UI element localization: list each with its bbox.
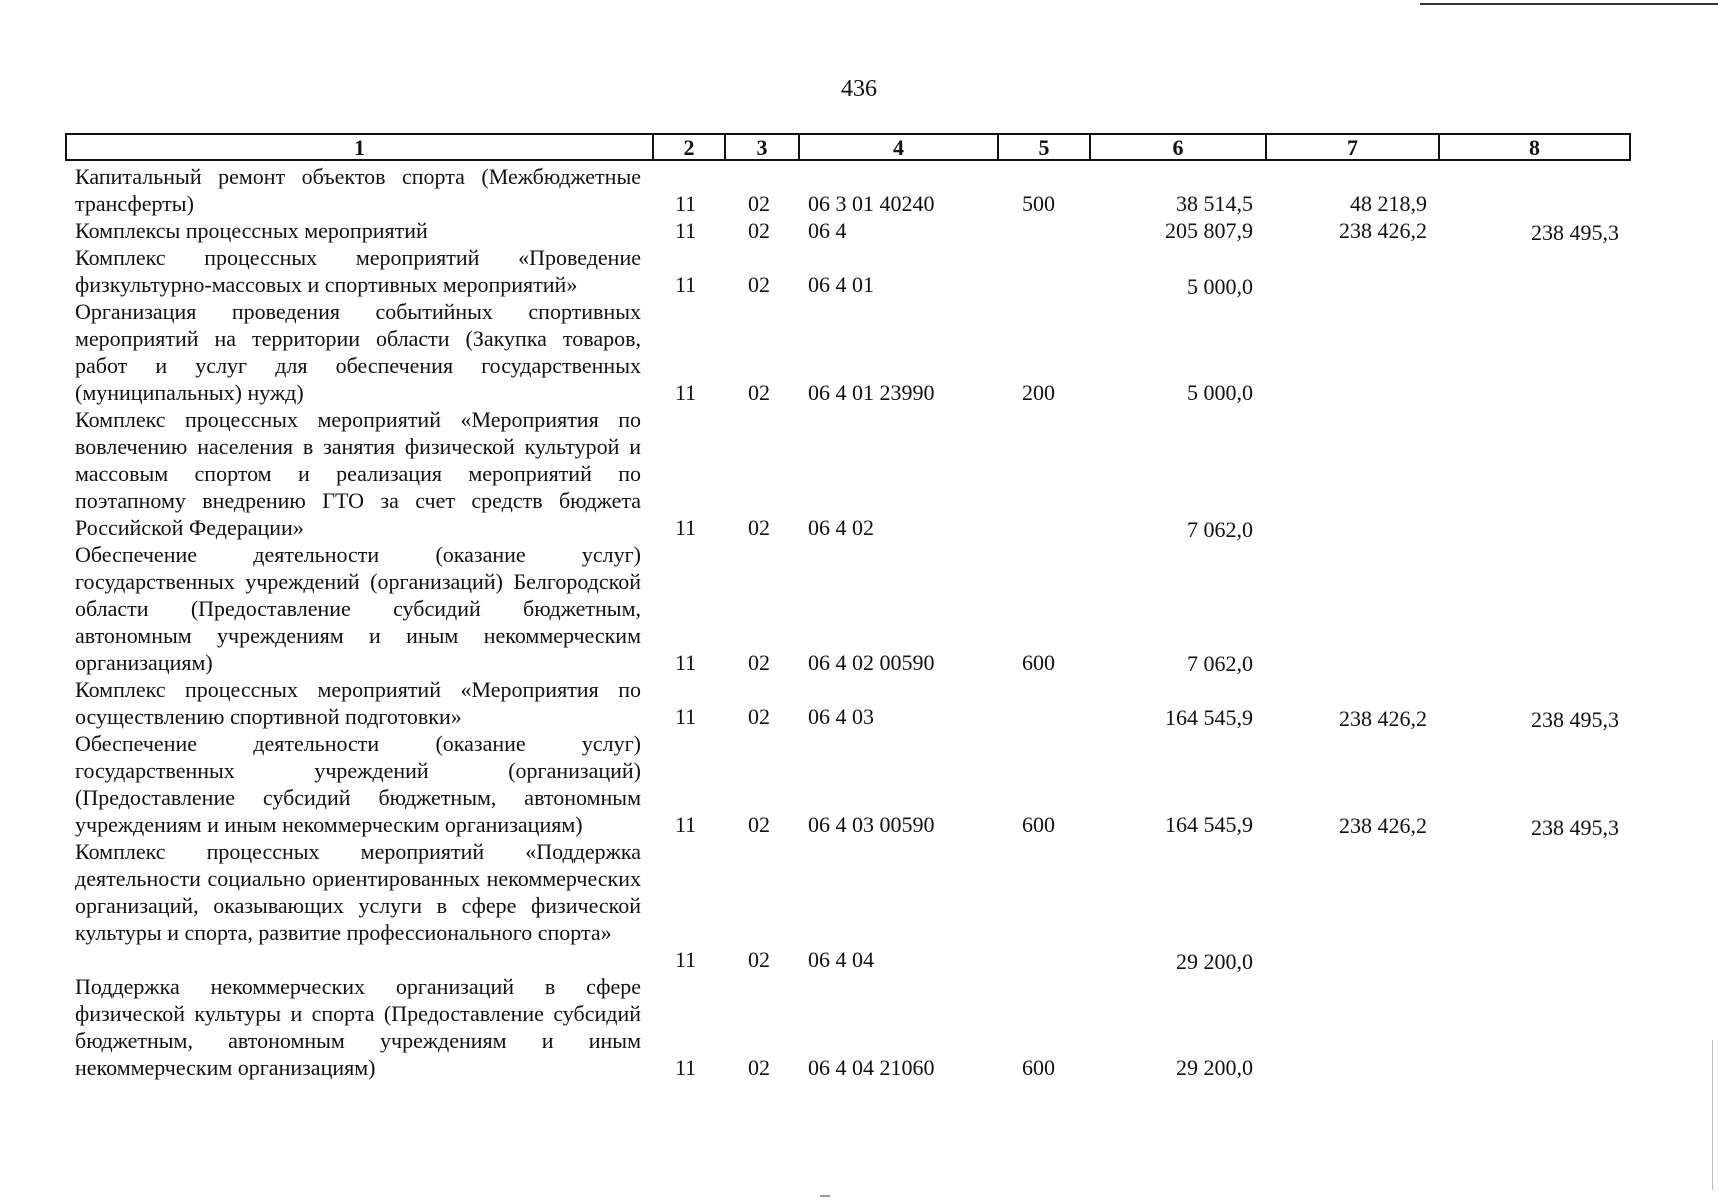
row-section: 11 — [675, 380, 697, 405]
row-description: Комплексы процессных мероприятий — [75, 218, 428, 243]
row-subsection: 02 — [748, 272, 770, 297]
row-target-article: 06 4 03 00590 — [808, 812, 935, 837]
row-description: Поддержка некоммерческих организаций в сфере физической культуры и спорта (Предоставление субсидий бюджетным, автономным учреждениям и иным некоммерческим организациям) — [75, 974, 641, 1080]
row-section: 11 — [675, 191, 697, 216]
table-header — [0, 133, 1718, 163]
header-col-6: 6 — [1089, 133, 1265, 161]
row-amount-1: 29 200,0 — [1176, 949, 1253, 974]
row-subsection: 02 — [748, 650, 770, 675]
row-amount-2: 238 426,2 — [1339, 218, 1427, 243]
row-amount-3: 238 495,3 — [1531, 220, 1619, 245]
row-section: 11 — [675, 272, 697, 297]
row-amount-1: 164 545,9 — [1165, 812, 1253, 837]
row-target-article: 06 4 04 21060 — [808, 1055, 935, 1080]
row-amount-1: 205 807,9 — [1165, 218, 1253, 243]
row-description: Комплекс процессных мероприятий «Мероприятия по вовлечению населения в занятия физической культурой и массовым спортом и реализация мероприятий по поэтапному внедрению ГТО за счет средств бюджета Российской Федерации» — [75, 407, 641, 540]
row-description: Организация проведения событийных спортивных мероприятий на территории области (Закупка товаров, работ и услуг для обеспечения государственных (муниципальных) нужд) — [75, 299, 641, 405]
header-col-3: 3 — [724, 133, 798, 161]
row-amount-3: 238 495,3 — [1531, 707, 1619, 732]
row-amount-2: 238 426,2 — [1339, 813, 1427, 838]
scan-margin-line — [1712, 1040, 1713, 1190]
top-right-rule — [1420, 3, 1718, 5]
row-amount-1: 5 000,0 — [1187, 274, 1253, 299]
row-section: 11 — [675, 704, 697, 729]
row-amount-1: 7 062,0 — [1187, 517, 1253, 542]
row-subsection: 02 — [748, 812, 770, 837]
row-expense-type: 200 — [1022, 380, 1055, 405]
row-description: Капитальный ремонт объектов спорта (Межбюджетные трансферты) — [75, 164, 641, 216]
row-section: 11 — [675, 1055, 697, 1080]
header-col-7: 7 — [1265, 133, 1438, 161]
row-subsection: 02 — [748, 1055, 770, 1080]
row-section: 11 — [675, 947, 697, 972]
row-description: Обеспечение деятельности (оказание услуг) государственных учреждений (организаций) Белгородской области (Предоставление субсидий бюджетным, автономным учреждениям и иным некоммерческим организациям) — [75, 542, 641, 675]
header-col-2: 2 — [652, 133, 724, 161]
row-target-article: 06 4 01 23990 — [808, 380, 935, 405]
header-col-1: 1 — [65, 133, 652, 161]
row-amount-1: 7 062,0 — [1187, 651, 1253, 676]
row-amount-1: 29 200,0 — [1176, 1055, 1253, 1080]
row-subsection: 02 — [748, 191, 770, 216]
row-subsection: 02 — [748, 515, 770, 540]
row-amount-2: 238 426,2 — [1339, 706, 1427, 731]
row-expense-type: 600 — [1022, 650, 1055, 675]
row-target-article: 06 4 04 — [808, 947, 874, 972]
row-expense-type: 600 — [1022, 812, 1055, 837]
header-col-4: 4 — [798, 133, 997, 161]
row-expense-type: 500 — [1022, 191, 1055, 216]
row-amount-2: 48 218,9 — [1350, 191, 1427, 216]
row-description: Обеспечение деятельности (оказание услуг) государственных учреждений (организаций) (Предоставление субсидий бюджетным, автономным учреждениям и иным некоммерческим организациям) — [75, 731, 641, 837]
row-section: 11 — [675, 218, 697, 243]
row-section: 11 — [675, 812, 697, 837]
row-amount-1: 5 000,0 — [1187, 380, 1253, 405]
row-subsection: 02 — [748, 218, 770, 243]
scan-bottom-mark — [820, 1195, 830, 1197]
row-section: 11 — [675, 515, 697, 540]
page-number: 436 — [841, 76, 877, 102]
row-target-article: 06 4 01 — [808, 272, 874, 297]
row-description: Комплекс процессных мероприятий «Поддержка деятельности социально ориентированных некоммерческих организаций, оказывающих услуги в сфере физической культуры и спорта, развитие профессионального спорта» — [75, 839, 641, 945]
row-target-article: 06 4 02 00590 — [808, 650, 935, 675]
row-target-article: 06 3 01 40240 — [808, 191, 935, 216]
row-subsection: 02 — [748, 947, 770, 972]
row-amount-1: 38 514,5 — [1176, 191, 1253, 216]
row-target-article: 06 4 03 — [808, 704, 874, 729]
row-description: Комплекс процессных мероприятий «Проведение физкультурно-массовых и спортивных мероприятий» — [75, 245, 641, 297]
row-section: 11 — [675, 650, 697, 675]
row-expense-type: 600 — [1022, 1055, 1055, 1080]
row-description: Комплекс процессных мероприятий «Мероприятия по осуществлению спортивной подготовки» — [75, 677, 641, 729]
row-amount-3: 238 495,3 — [1531, 815, 1619, 840]
row-amount-1: 164 545,9 — [1165, 705, 1253, 730]
row-subsection: 02 — [748, 704, 770, 729]
header-col-8: 8 — [1438, 133, 1631, 161]
header-col-5: 5 — [997, 133, 1089, 161]
row-target-article: 06 4 02 — [808, 515, 874, 540]
row-subsection: 02 — [748, 380, 770, 405]
row-target-article: 06 4 — [808, 218, 847, 243]
